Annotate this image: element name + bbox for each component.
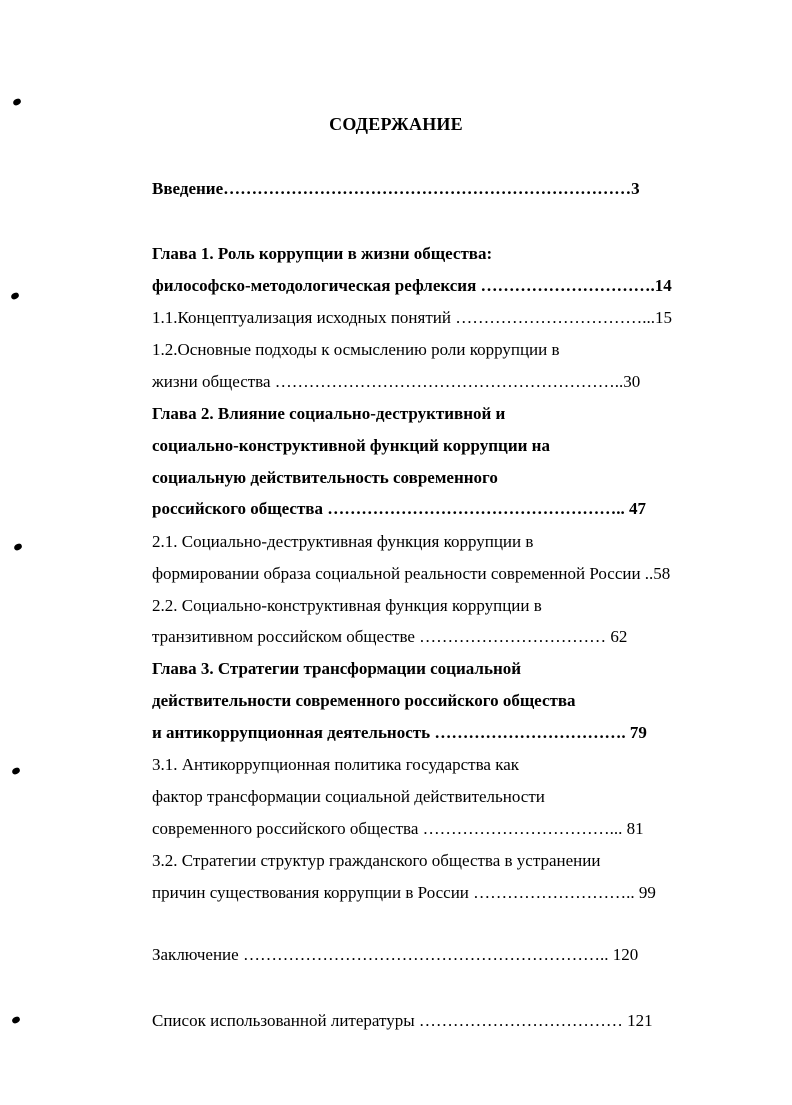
toc-entry-section-2-2-cont: транзитивном российском обществе …………………………… 62	[152, 627, 628, 646]
toc-entry-section-2-2: 2.2. Социально-конструктивная функция коррупции в	[152, 596, 542, 615]
toc-entry-section-3-2-cont: причин существования коррупции в России ……………………….. 99	[152, 883, 656, 902]
toc-entry-chapter-1-cont: философско-методологическая рефлексия ………………………….14	[152, 276, 672, 295]
toc-entry-section-1-1: 1.1.Концептуализация исходных понятий ……………………………...15	[152, 308, 672, 327]
toc-entry-section-3-1-cont: современного российского общества ……………………………... 81	[152, 819, 644, 838]
toc-entry-chapter-2: Глава 2. Влияние социально-деструктивной и	[152, 404, 506, 423]
toc-entry-section-3-1: 3.1. Антикоррупционная политика государства как	[152, 755, 520, 774]
toc-entry-section-2-1-cont: формировании образа социальной реальности современной России ..58	[152, 564, 671, 583]
scan-mark	[11, 767, 21, 775]
toc-entry-section-1-2-cont: жизни общества ……………………………………………………..30	[152, 372, 641, 391]
scan-mark	[11, 1016, 21, 1024]
scan-mark	[10, 292, 20, 300]
toc-entry-chapter-3: Глава 3. Стратегии трансформации социальной	[152, 659, 522, 678]
document-title: СОДЕРЖАНИЕ	[329, 114, 463, 134]
toc-entry-chapter-3-cont: и антикоррупционная деятельность ……………………………. 79	[152, 723, 647, 742]
toc-entry-bibliography: Список использованной литературы ……………………………… 121	[152, 1011, 653, 1030]
toc-entry-conclusion: Заключение ……………………………………………………….. 120	[152, 945, 639, 964]
toc-entry-chapter-2-cont: российского общества …………………………………………….. 47	[152, 499, 646, 518]
scan-mark	[13, 543, 23, 551]
toc-entry-section-2-1: 2.1. Социально-деструктивная функция коррупции в	[152, 532, 534, 551]
toc-entry-chapter-3-cont: действительности современного российского общества	[152, 691, 576, 710]
toc-entry-chapter-1: Глава 1. Роль коррупции в жизни общества:	[152, 244, 493, 263]
toc-entry-chapter-2-cont: социальную действительность современного	[152, 468, 498, 487]
toc-entry-introduction: Введение………………………………………………………………3	[152, 179, 640, 198]
toc-entry-section-3-2: 3.2. Стратегии структур гражданского общества в устранении	[152, 851, 601, 870]
scan-mark	[12, 98, 22, 106]
toc-entry-chapter-2-cont: социально-конструктивной функций коррупции на	[152, 436, 550, 455]
toc-entry-section-1-2: 1.2.Основные подходы к осмыслению роли коррупции в	[152, 340, 560, 359]
toc-entry-section-3-1-cont: фактор трансформации социальной действительности	[152, 787, 545, 806]
